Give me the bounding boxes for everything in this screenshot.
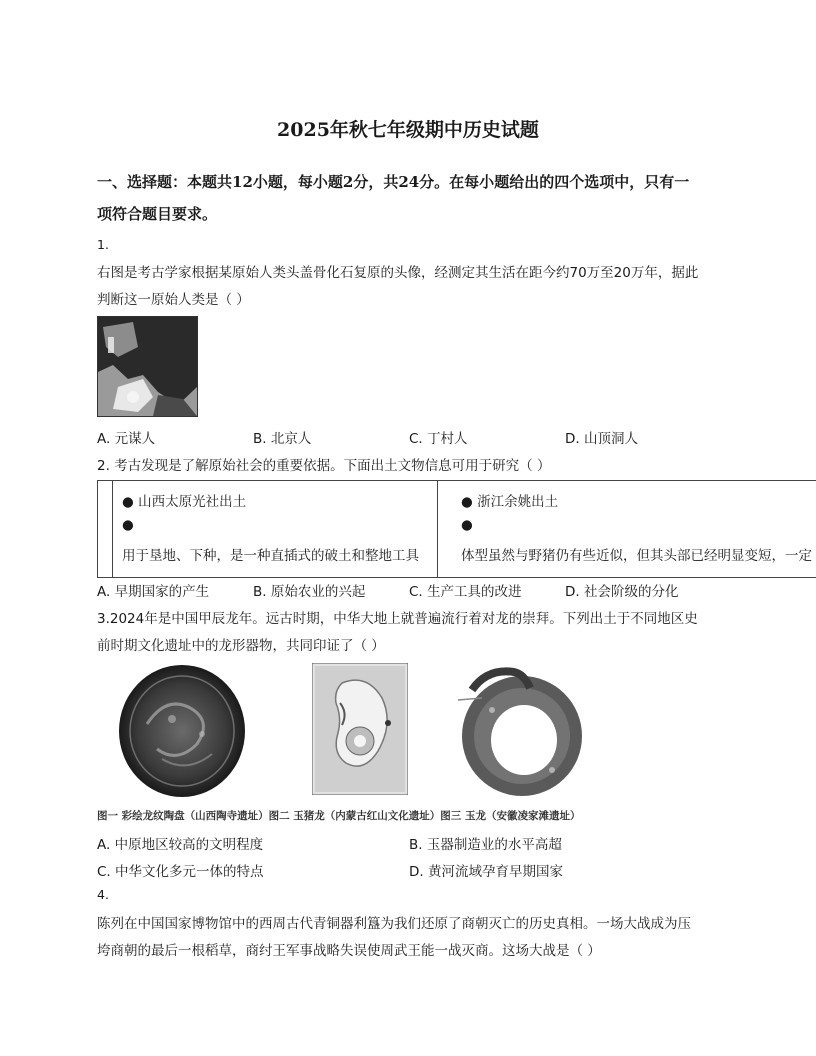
q1-option-b: B. 北京人 [253, 431, 312, 447]
question-3-stem-line-2: 前时期文化遗址中的龙形器物，共同印证了（ ） [97, 638, 385, 654]
q3-option-a: A. 中原地区较高的文明程度 [97, 837, 264, 853]
question-1-stem-line-1: 右图是考古学家根据某原始人类头盖骨化石复原的头像，经测定其生活在距今约70万至20万年，据此 [97, 265, 699, 281]
skull-reconstruction-image [97, 316, 198, 417]
right-cell-row-3: 体型虽然与野猪仍有些近似，但其头部已经明显变短，一定 [461, 548, 812, 564]
question-3-stem-line-1: 3.2024年是中国甲辰龙年。远古时期，中华大地上就普遍流行着对龙的崇拜。下列出土于不同地区史 [97, 611, 698, 627]
question-4-stem-line-1: 陈列在中国国家博物馆中的西周古代青铜器利簋为我们还原了商朝灭亡的历史真相。一场大战成为压 [97, 916, 691, 932]
question-2-stem: 2. 考古发现是了解原始社会的重要依据。下面出土文物信息可用于研究（ ） [97, 458, 551, 474]
artifact-info-table [97, 480, 816, 578]
artifact-cell-left [97, 480, 438, 578]
question-4-number: 4. [97, 887, 109, 902]
artifact-cell-right [437, 480, 816, 578]
left-cell-row-2: ● [122, 517, 134, 533]
q1-option-d: D. 山顶洞人 [565, 431, 638, 447]
q2-option-a: A. 早期国家的产生 [97, 584, 210, 600]
q1-option-c: C. 丁村人 [409, 431, 468, 447]
figures-caption: 图一 彩绘龙纹陶盘（山西陶寺遗址）图二 玉猪龙（内蒙古红山文化遗址）图三 玉龙（安徽凌家滩遗址） [97, 810, 581, 822]
q2-option-b: B. 原始农业的兴起 [253, 584, 366, 600]
question-1-stem-line-2: 判断这一原始人类是（ ） [97, 292, 250, 308]
section-heading-line-2: 项符合题目要求。 [97, 205, 218, 223]
section-heading-line-1: 一、选择题：本题共12小题，每小题2分，共24分。在每小题给出的四个选项中，只有一 [97, 173, 690, 191]
q2-option-d: D. 社会阶级的分化 [565, 584, 679, 600]
left-cell-row-1: ● 山西太原光社出土 [122, 494, 247, 510]
table-left-margin [98, 481, 113, 577]
right-cell-row-2: ● [461, 517, 473, 533]
jade-pig-dragon-image [312, 663, 408, 795]
question-1-number: 1. [97, 237, 109, 252]
q1-option-a: A. 元谋人 [97, 431, 156, 447]
page-title: 2025年秋七年级期中历史试题 [277, 119, 539, 141]
jade-dragon-ring-image [452, 660, 586, 800]
q3-option-c: C. 中华文化多元一体的特点 [97, 864, 264, 880]
q3-option-b: B. 玉器制造业的水平高超 [409, 837, 562, 853]
painted-dragon-pottery-plate-image [117, 664, 247, 799]
q3-option-d: D. 黄河流域孕育早期国家 [409, 864, 563, 880]
left-cell-row-3: 用于垦地、下种，是一种直插式的破土和整地工具 [122, 548, 419, 564]
q2-option-c: C. 生产工具的改进 [409, 584, 522, 600]
right-cell-row-1: ● 浙江余姚出土 [461, 494, 559, 510]
question-4-stem-line-2: 垮商朝的最后一根稻草，商纣王军事战略失误使周武王能一战灭商。这场大战是（ ） [97, 943, 601, 959]
skull-reconstruction-graphic [98, 317, 197, 416]
